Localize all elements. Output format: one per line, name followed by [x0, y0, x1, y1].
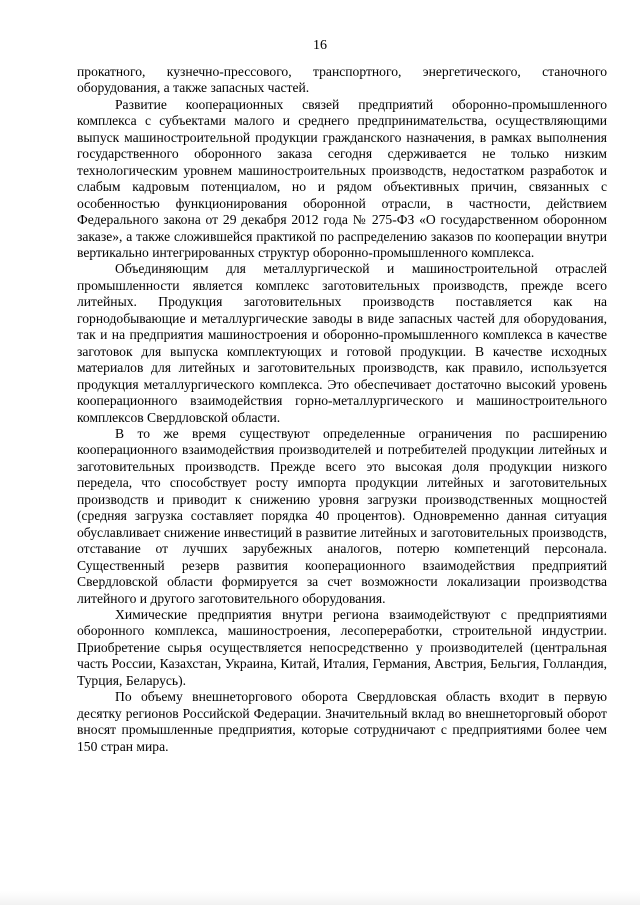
paragraph-2: Развитие кооперационных связей предприятий оборонно-промышленного комплекса с субъектами малого и среднего предпринимательства, осуществляющими выпуск машиностроительной продукции гражданского назначения, в рамках выполнения государственного оборонного заказа сегодня сдерживается не только низким технологическим уровнем машиностроительных производств, недостатком разработок и слабым кадровым потенциалом, но и рядом объективных причин, связанных с особенностью функционирования оборонной отрасли, в частности, действием Федерального закона от 29 декабря 2012 года № 275-ФЗ «О государственном оборонном заказе», а также сложившейся практикой по распределению заказов по кооперации внутри вертикально интегрированных структур оборонно-промышленного комплекса.	[77, 96, 607, 260]
page-number: 16	[313, 38, 327, 53]
page-bottom-edge	[0, 891, 640, 905]
paragraph-1: прокатного, кузнечно-прессового, транспортного, энергетического, станочного оборудования, а также запасных частей.	[77, 64, 607, 96]
document-body	[77, 64, 607, 755]
paragraph-3: Объединяющим для металлургической и машиностроительной отраслей промышленности является комплекс заготовительных производств, прежде всего литейных. Продукция заготовительных производств поставляется как на горнодобывающие и металлургические заводы в виде запасных частей для оборудования, так и на предприятия машиностроения и оборонно-промышленного комплекса в качестве заготовок для выпуска комплектующих и готовой продукции. В качестве исходных материалов для литейных и заготовительных производств, как правило, используется продукция металлургического комплекса. Это обеспечивает достаточно высокий уровень кооперационного взаимодействия горно-металлургического и машиностроительного комплексов Свердловской области.	[77, 261, 607, 425]
paragraph-5: Химические предприятия внутри региона взаимодействуют с предприятиями оборонного комплекса, машиностроения, лесопереработки, строительной индустрии. Приобретение сырья осуществляется непосредственно у производителей (центральная часть России, Казахстан, Украина, Китай, Италия, Германия, Австрия, Бельгия, Голландия, Турция, Беларусь).	[77, 606, 607, 688]
paragraph-6: По объему внешнеторгового оборота Свердловская область входит в первую десятку регионов Российской Федерации. Значительный вклад во внешнеторговый оборот вносят промышленные предприятия, которые сотрудничают с предприятиями более чем 150 стран мира.	[77, 689, 607, 754]
paragraph-4: В то же время существуют определенные ограничения по расширению кооперационного взаимодействия производителей и потребителей продукции литейных и заготовительных производств. Прежде всего это высокая доля продукции низкого передела, что способствует росту импорта продукции литейных и заготовительных производств и приводит к снижению уровня загрузки производственных мощностей (средняя загрузка составляет порядка 40 процентов). Одновременно данная ситуация обуславливает снижение инвестиций в развитие литейных и заготовительных производств, отставание от лучших зарубежных аналогов, потерю компетенций персонала. Существенный резерв развития кооперационного взаимодействия предприятий Свердловской области формируется за счет возможности локализации производства литейного и другого заготовительного оборудования.	[77, 425, 607, 606]
